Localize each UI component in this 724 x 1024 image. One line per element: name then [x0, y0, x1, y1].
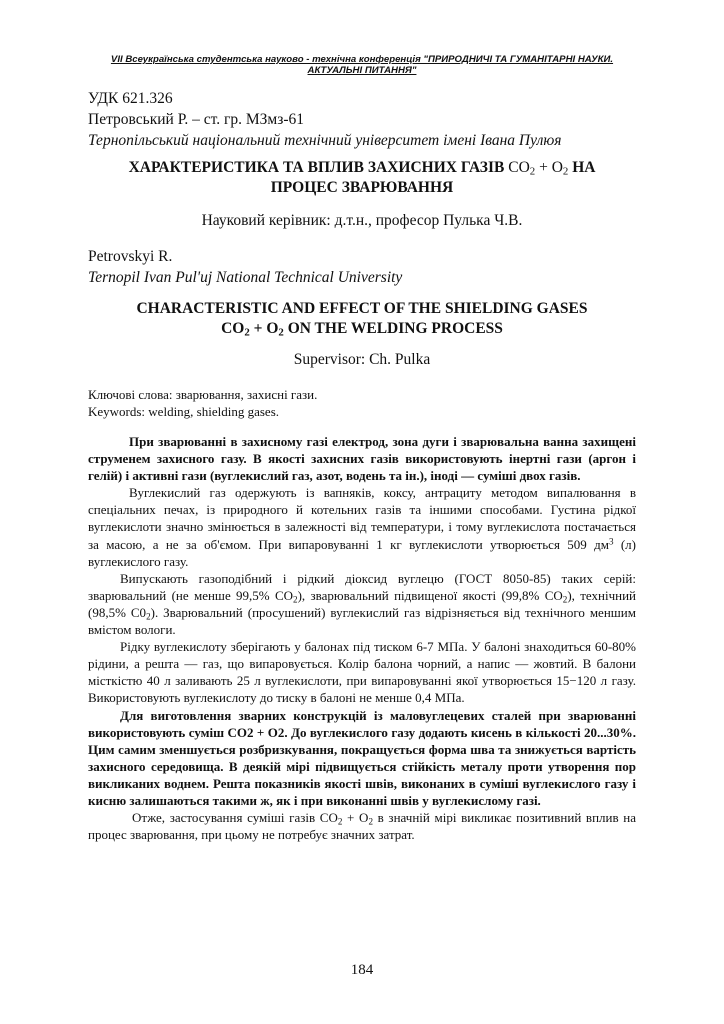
author-name-en: Petrovskyi R.	[88, 248, 173, 265]
supervisor-en: Supervisor: Ch. Pulka	[293, 351, 431, 368]
author-info-en	[88, 246, 636, 288]
title-ua	[88, 158, 636, 198]
title-ua-line2: ПРОЦЕС ЗВАРЮВАННЯ	[270, 179, 454, 196]
affiliation-en: Ternopil Ivan Pul'uj National Technical University	[88, 269, 403, 286]
title-en-line2: $CO_2 + O_2$ ON THE WELDING PROCESS	[221, 320, 503, 339]
affiliation-ua: Тернопільський національний технічний університет імені Івана Пулюя	[88, 132, 562, 149]
author-name-ua: Петровський Р. – ст. гр. МЗмз-61	[88, 111, 305, 128]
paragraph-3: Випускають газоподібний і рідкий діоксид вуглецю (ГОСТ 8050-85) таких серій: зварювальний (не менше 99,5% $CO_2$), зварювальний підвищеної якості (99,8% $CO_2$), технічний (98,5% $C0_2$). Зварювальний (просушений) вуглекислий газ відрізняється від технічного меншим вмістом вологи.	[88, 570, 636, 638]
title-en-line1: CHARACTERISTIC AND EFFECT OF THE SHIELDING GASES	[136, 300, 588, 317]
paragraph-2: Вуглекислий газ одержують із вапняків, коксу, антрациту методом випалювання в спеціальних печах, із природного й котельних газів та іншими способами. Густина рідкої вуглекислоти значно змінюється в залежності від температури, і тому вуглекислота постачається за масою, а не за об'ємом. При випаровуванні 1 кг вуглекислоти утворюється 509 $дм^3$ (л) вуглекислого газу.	[88, 485, 636, 569]
page-number: 184	[350, 962, 374, 978]
paragraph-6: Отже, застосування суміші газів $CO_2 + O_2$ в значній мірі викликає позитивний вплив на процес зварювання, при цьому не потребує значних затрат.	[88, 810, 636, 843]
udk-code: УДК 621.326	[88, 90, 173, 107]
paragraph-4: Рідку вуглекислоту зберігають у балонах під тиском 6-7 МПа. У балоні знаходиться 60-80% рідини, а решта — газ, що випаровується. Колір балона чорний, а напис — жовтий. В балони місткістю 40 л заливають 25 л вуглекислоти, при випаровуванні якої утворюється 15−120 л газу. Використовують вуглекислоту до тиску в балоні не менше 0,4 МПа.	[88, 639, 636, 706]
keywords-en: Keywords: welding, shielding gases.	[88, 404, 280, 419]
keywords-ua: Ключові слова: зварювання, захисні гази.	[88, 387, 318, 402]
supervisor-ua: Науковий керівник: д.т.н., професор Пулька Ч.В.	[201, 212, 523, 229]
keywords	[88, 386, 636, 420]
author-info-ua	[88, 88, 636, 151]
paragraph-1: При зварюванні в захисному газі електрод, зона дуги і зварювальна ванна захищені струменем захисного газу. В якості захисних газів використовують інертні гази (аргон і гелій) і активні гази (вуглекислий газ, азот, водень та ін.), іноді — суміші двох газів.	[88, 434, 636, 484]
title-en	[88, 299, 636, 339]
title-ua-line1: ХАРАКТЕРИСТИКА ТА ВПЛИВ ЗАХИСНИХ ГАЗІВ $CO_2 + O_2$ НА	[128, 159, 596, 178]
running-head-text: VII Всеукраїнська студентська науково - технічна конференція "ПРИРОДНИЧІ ТА ГУМАНІТАРНІ НАУКИ. АКТУАЛЬНІ ПИТАННЯ"	[110, 54, 614, 76]
running-head	[88, 54, 636, 76]
paragraph-5: Для виготовлення зварних конструкцій із маловуглецевих сталей при зварюванні використовують суміш CO2 + O2. До вуглекислого газу додають кисень в кількості 20...30%. Цим самим зменшується розбризкування, покращується форма шва та знижується вартість захисного середовища. В деякій мірі підвищується стійкість металу проти утворення пор викликаних воднем. Решта показників якості швів, виконаних в суміші вуглекислого газу і кисню залишаються такими ж, як і при виконанні швів у вуглекислому газі.	[88, 707, 636, 808]
article-body	[88, 433, 636, 843]
